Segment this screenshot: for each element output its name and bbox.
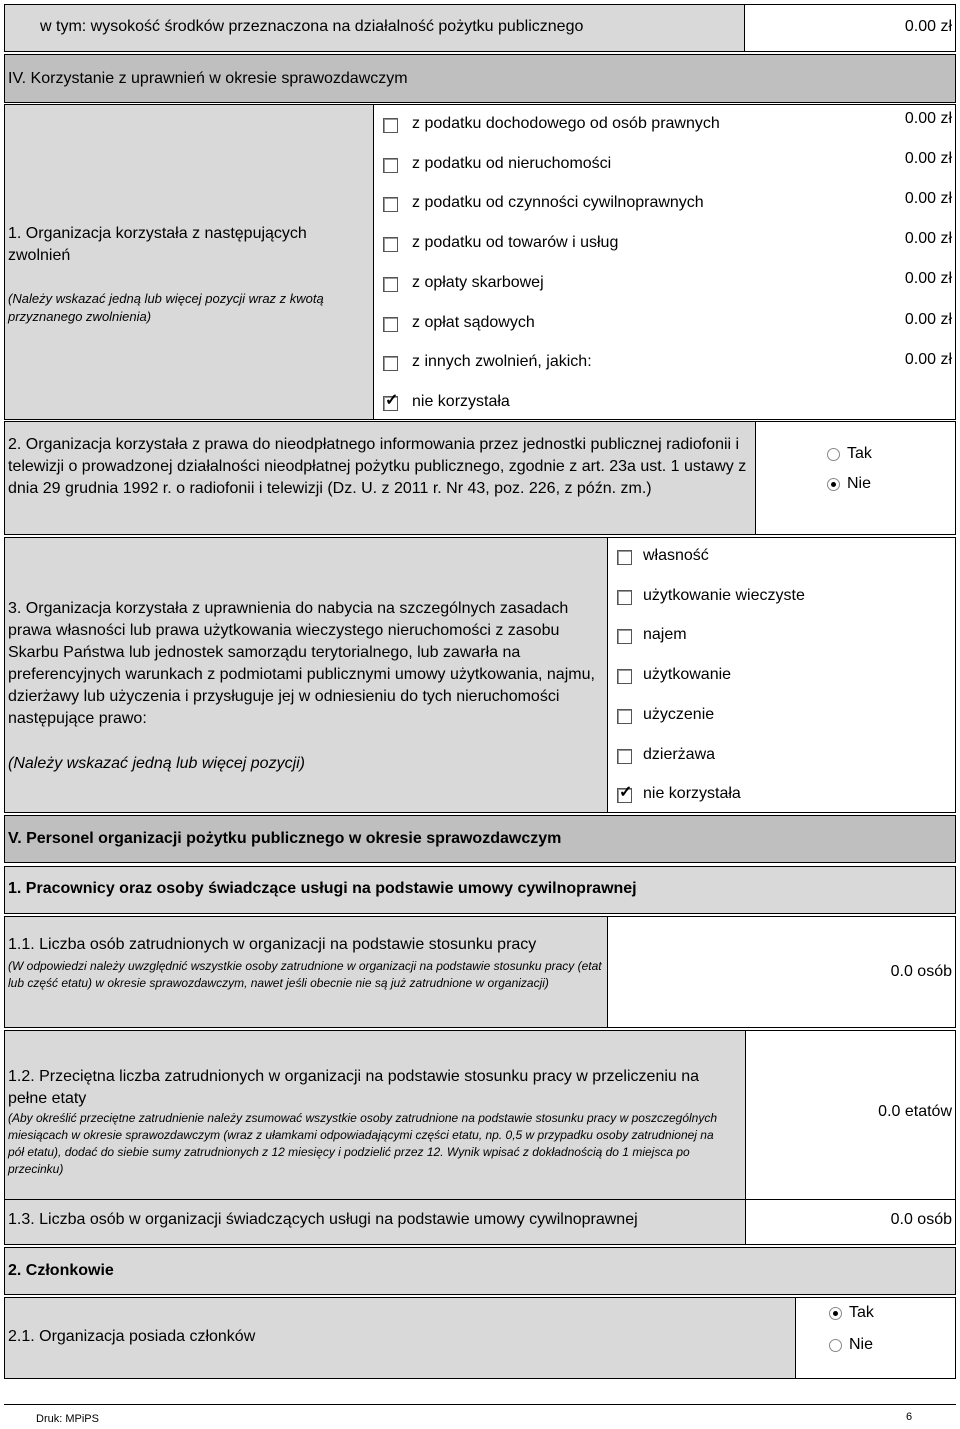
q21-radio-nie[interactable] <box>829 1339 842 1352</box>
q1-label: 1. Organizacja korzystała z następujących zwolnień <box>8 225 307 264</box>
q1-option-checkbox[interactable] <box>383 237 398 252</box>
q1-option-label: z opłaty skarbowej <box>412 273 544 291</box>
q3-label: 3. Organizacja korzystała z uprawnienia do nabycia na szczególnych zasadach prawa własności lub prawa użytkowania wieczystego nieruchomości z zasobu Skarbu Państwa lub jednostek samorządu terytorialnego, lub zawarła na preferencyjnych warunkach z podmiotami publicznymi umowy użytkowania, najmu, dzierżawy lub użyczenia i przysługuje jej w odniesieniu do tych nieruchomości następujące prawo: <box>8 600 595 727</box>
q1-option-checkbox[interactable] <box>383 118 398 133</box>
q12-value[interactable]: 0.0 etatów <box>878 1103 952 1120</box>
q1-option-checkbox[interactable] <box>383 391 399 411</box>
q1-option-checkbox[interactable] <box>383 197 398 212</box>
row-top-label: w tym: wysokość środków przeznaczona na działalność pożytku publicznego <box>40 18 584 35</box>
q1-option-amount[interactable]: 0.00 zł <box>904 110 952 127</box>
q21-label: 2.1. Organizacja posiada członków <box>8 1328 256 1345</box>
q13-label: 1.3. Liczba osób w organizacji świadczących usługi na podstawie umowy cywilnoprawnej <box>8 1211 638 1228</box>
q3-option-checkbox[interactable] <box>617 784 633 803</box>
q1-option-label: z podatku od nieruchomości <box>412 154 612 172</box>
q1-note: (Należy wskazać jedną lub więcej pozycji wraz z kwotą przyznanego zwolnienia) <box>8 291 324 324</box>
radio-dot-icon <box>831 482 836 487</box>
footer-print: Druk: MPiPS <box>36 1413 99 1425</box>
q1-option-label: nie korzystała <box>412 392 510 410</box>
q2-radio-nie[interactable] <box>827 478 840 491</box>
q3-option-label: nie korzystała <box>643 785 741 803</box>
q11-note: (W odpowiedzi należy uwzględnić wszystkie osoby zatrudnione w organizacji na podstawie stosunku pracy (etat lub część etatu) w okresie sprawozdawczym, nawet jeśli obecnie nie są już zatrudnione w organizacji) <box>8 959 602 990</box>
check-mark-icon: ✓ <box>619 784 633 802</box>
q3-option-checkbox[interactable] <box>617 749 632 764</box>
q3-note: (Należy wskazać jedną lub więcej pozycji) <box>8 755 306 772</box>
q3-option-label: własność <box>643 547 709 564</box>
q1-option-checkbox[interactable] <box>383 277 398 292</box>
q12-note: (Aby określić przeciętne zatrudnienie należy zsumować wszystkie osoby zatrudnione na podstawie stosunku pracy w poszczególnych miesiącach w okresie sprawozdawczym (wraz z ułamkami odpowiadającymi części etatu, np. 0,5 w przypadku osoby zatrudnionej na pół etatu), dodać do siebie sumy zatrudnionych z 12 miesięcy i podzielić przez 12. Wynik wpisać z dokładnością do 1 miejsca po przecinku) <box>8 1111 718 1176</box>
q1-option-amount[interactable]: 0.00 zł <box>904 270 952 288</box>
q1-option-label: z podatku od czynności cywilnoprawnych <box>412 194 704 212</box>
q1-option-label: z innych zwolnień, jakich: <box>412 353 592 371</box>
section4-heading: IV. Korzystanie z uprawnień w okresie sprawozdawczym <box>8 70 408 87</box>
q2-radio-tak[interactable] <box>827 448 840 461</box>
q21-radio-label: Tak <box>849 1304 874 1321</box>
q21-options-cell <box>795 1297 956 1379</box>
q1-option-amount[interactable]: 0.00 zł <box>904 150 952 168</box>
q1-option-label: z podatku od towarów i usług <box>412 234 619 252</box>
q3-option-label: użytkowanie wieczyste <box>643 586 805 604</box>
q3-option-checkbox[interactable] <box>617 550 632 565</box>
q21-radio-label: Nie <box>849 1336 874 1353</box>
q11-label: 1.1. Liczba osób zatrudnionych w organizacji na podstawie stosunku pracy <box>8 936 537 953</box>
q1-option-label: z podatku dochodowego od osób prawnych <box>412 115 720 132</box>
q1-option-checkbox[interactable] <box>383 158 398 173</box>
q2-radio-label: Nie <box>847 475 872 492</box>
q3-option-checkbox[interactable] <box>617 709 632 724</box>
q3-option-label: dzierżawa <box>643 745 716 763</box>
radio-dot-icon <box>833 1311 838 1316</box>
q1-option-amount[interactable]: 0.00 zł <box>904 310 952 328</box>
q1-option-amount[interactable]: 0.00 zł <box>904 350 952 368</box>
q1-options-cell <box>373 104 956 420</box>
q13-value[interactable]: 0.0 osób <box>890 1211 952 1228</box>
q3-option-label: użyczenie <box>643 705 715 723</box>
q3-option-checkbox[interactable] <box>617 669 632 684</box>
q3-option-label: użytkowanie <box>643 666 732 684</box>
q1-option-checkbox[interactable] <box>383 317 398 332</box>
q1-option-label: z opłat sądowych <box>412 313 535 331</box>
q1-option-amount[interactable]: 0.00 zł <box>904 230 952 248</box>
footer-page-number: 6 <box>906 1411 913 1423</box>
section5-heading: V. Personel organizacji pożytku publicznego w okresie sprawozdawczym <box>8 830 562 847</box>
footer-rule <box>4 1404 956 1405</box>
q2-label: 2. Organizacja korzystała z prawa do nieodpłatnego informowania przez jednostki publicznej radiofonii i telewizji o prowadzonej działalności nieodpłatnej pożytku publicznego, zgodnie z art. 23a ust. 1 ustawy z dnia 29 grudnia 1992 r. o radiofonii i telewizji (Dz. U. z 2011 r. Nr 43, poz. 226, z późn. zm.) <box>8 436 747 497</box>
q3-option-label: najem <box>643 626 687 644</box>
q1-option-amount[interactable]: 0.00 zł <box>904 190 952 208</box>
q3-option-checkbox[interactable] <box>617 629 632 644</box>
q21-radio-tak[interactable] <box>829 1307 842 1320</box>
q1-option-checkbox[interactable] <box>383 356 398 371</box>
section5-sub1: 1. Pracownicy oraz osoby świadczące usługi na podstawie umowy cywilnoprawnej <box>8 880 637 897</box>
q11-value[interactable]: 0.0 osób <box>890 963 952 980</box>
q2-radio-label: Tak <box>847 445 872 462</box>
q3-option-checkbox[interactable] <box>617 590 632 605</box>
check-mark-icon: ✓ <box>385 391 399 409</box>
section5-sub2-bar <box>4 1247 956 1295</box>
q12-label: 1.2. Przeciętna liczba zatrudnionych w organizacji na podstawie stosunku pracy w przeliczeniu na pełne etaty <box>8 1068 700 1107</box>
row-top-amount[interactable]: 0.00 zł <box>904 18 952 35</box>
section5-sub2: 2. Członkowie <box>8 1262 114 1279</box>
